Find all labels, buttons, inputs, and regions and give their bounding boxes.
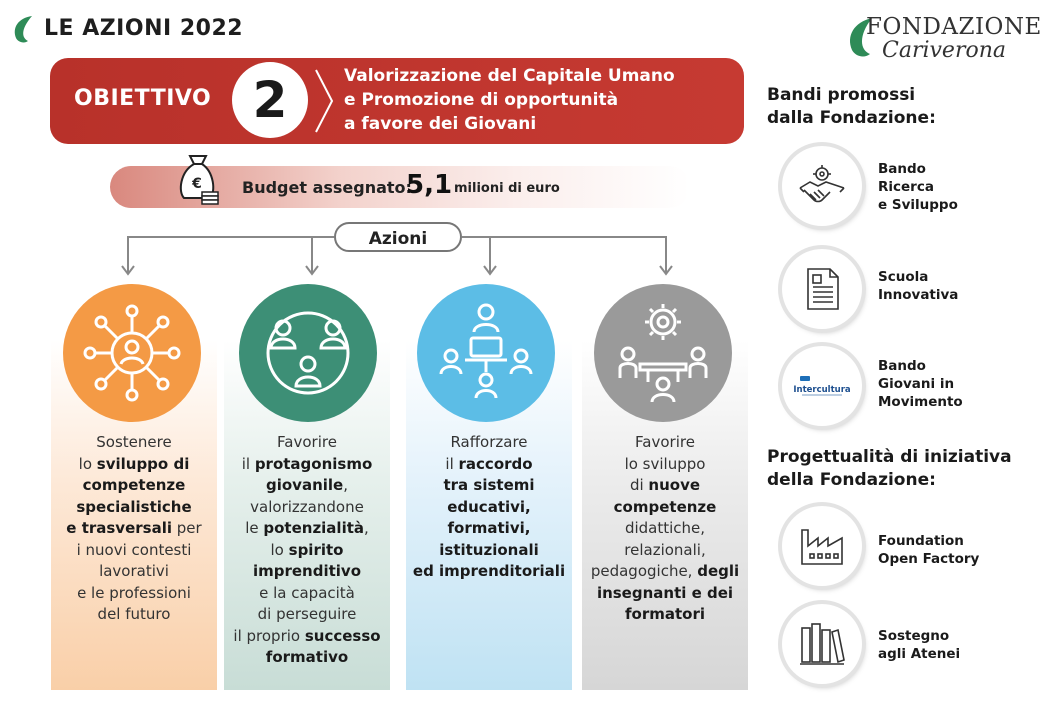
action-text-bold: specialistiche <box>76 497 192 516</box>
action-text-plain: lo <box>78 454 97 473</box>
action-text-plain: i nuovi contesti <box>76 540 192 559</box>
item-label-line: Giovani in <box>878 376 955 392</box>
meeting-laptop-icon <box>431 298 541 408</box>
leaf-logo-icon <box>12 14 36 44</box>
action-text-bold: protagonismo <box>254 454 373 473</box>
action-text-line <box>51 540 217 562</box>
item-label-line: e Sviluppo <box>878 197 958 213</box>
action-text-bold: degli <box>697 562 740 580</box>
action-text-plain: Sostenere <box>96 433 172 451</box>
team-gear-icon <box>608 298 718 408</box>
action-text-line <box>51 604 217 626</box>
action-text-bold: raccordo <box>458 454 533 473</box>
budget-label: Budget assegnato: <box>242 178 412 197</box>
action-text-bold: nuove <box>648 476 701 494</box>
action-text-plain: il <box>241 454 255 473</box>
action-text-line <box>582 583 748 605</box>
action-text-plain: , <box>364 519 369 537</box>
action-text-plain: di <box>629 476 649 494</box>
action-text-line <box>224 540 390 562</box>
section-title-line: dalla Fondazione: <box>767 108 936 128</box>
action-text-bold: e trasversali <box>66 519 172 537</box>
item-label-youth <box>878 357 963 411</box>
action-text-bold: formativo <box>265 648 349 666</box>
action-text-plain: il proprio <box>233 626 305 645</box>
action-text-plain: lavorativi <box>99 562 169 580</box>
item-label-line: Bando <box>878 358 926 374</box>
item-label-factory <box>878 532 979 568</box>
factory-icon <box>796 520 848 572</box>
action-text-bold: istituzionali <box>439 540 539 559</box>
action-text-plain: e le professioni <box>77 583 191 602</box>
action-text-plain: valorizzandone <box>250 497 364 516</box>
action-text-bold: ed imprenditoriali <box>412 562 566 580</box>
action-text-plain: relazionali, <box>624 540 706 559</box>
action-text-plain: didattiche, <box>624 519 706 537</box>
objective-text-line: a favore dei Giovani <box>344 114 537 134</box>
action-text-bold: sviluppo di <box>96 454 190 473</box>
action-text-line <box>406 454 572 476</box>
action-text-plain: le <box>245 519 264 537</box>
svg-text:€: € <box>192 176 202 192</box>
objective-text <box>344 64 724 136</box>
action-text-bold: formativi, <box>447 519 531 537</box>
action-text-line <box>406 475 572 497</box>
action-text-plain: Favorire <box>277 433 337 451</box>
budget-value: 5,1 <box>406 170 453 200</box>
action-text-plain: pedagogiche, <box>590 562 698 580</box>
action-text-line <box>406 561 572 583</box>
action-text-bold: educativi, <box>447 497 531 516</box>
action-text-line <box>582 540 748 562</box>
item-label-research <box>878 160 958 214</box>
action-text-4 <box>582 432 748 626</box>
item-label-school <box>878 268 958 304</box>
action-text-plain: lo <box>270 540 289 559</box>
item-label-line: Innovativa <box>878 287 959 303</box>
action-text-line <box>224 475 390 497</box>
action-text-line <box>582 475 748 497</box>
action-text-line <box>582 497 748 519</box>
action-text-plain: lo sviluppo <box>624 454 706 473</box>
budget-unit: milioni di euro <box>454 181 560 196</box>
action-text-bold: successo <box>304 626 381 645</box>
page-title: LE AZIONI 2022 <box>44 16 244 41</box>
action-text-plain: Favorire <box>635 433 695 451</box>
action-text-line <box>224 604 390 626</box>
action-text-plain: Rafforzare <box>450 433 528 451</box>
section-title-calls <box>767 84 936 130</box>
action-text-2 <box>224 432 390 669</box>
books-icon <box>796 618 848 670</box>
section-title-line: della Fondazione: <box>767 470 936 490</box>
action-text-line <box>224 647 390 669</box>
action-text-line <box>406 432 572 454</box>
document-icon <box>796 263 848 315</box>
action-text-line <box>406 518 572 540</box>
item-label-line: agli Atenei <box>878 646 961 662</box>
action-text-line <box>224 626 390 648</box>
chevron-right-icon <box>312 66 336 136</box>
action-text-line <box>224 497 390 519</box>
objective-text-line: Valorizzazione del Capitale Umano <box>344 66 675 86</box>
objective-label: OBIETTIVO <box>74 86 212 111</box>
action-text-plain: e la capacità <box>259 583 355 602</box>
action-text-plain: per <box>172 519 202 537</box>
section-title-line: Progettualità di iniziativa <box>767 447 1012 467</box>
action-text-plain: del futuro <box>97 605 171 623</box>
item-label-line: Scuola <box>878 269 929 285</box>
item-label-universities <box>878 627 960 663</box>
action-text-bold: competenze <box>613 497 717 516</box>
action-text-line <box>582 518 748 540</box>
action-text-line <box>224 561 390 583</box>
action-text-bold: giovanile <box>265 476 344 494</box>
action-text-line <box>406 540 572 562</box>
action-text-line <box>51 518 217 540</box>
action-text-line <box>582 604 748 626</box>
action-text-1 <box>51 432 217 626</box>
action-text-bold: insegnanti e dei <box>596 583 734 602</box>
action-text-plain: di perseguire <box>257 605 357 623</box>
action-text-line <box>582 454 748 476</box>
intercultura-logo-text: Intercultura <box>793 385 851 395</box>
item-label-line: Ricerca <box>878 179 934 195</box>
action-text-line <box>51 475 217 497</box>
action-text-line <box>582 561 748 583</box>
action-text-line <box>51 561 217 583</box>
item-label-line: Sostegno <box>878 628 950 644</box>
action-text-line <box>51 454 217 476</box>
objective-text-line: e Promozione di opportunità <box>344 90 619 110</box>
action-text-3 <box>406 432 572 583</box>
action-text-line <box>51 583 217 605</box>
action-text-line <box>51 432 217 454</box>
actions-label: Azioni <box>334 222 462 252</box>
objective-number: 2 <box>252 71 288 129</box>
item-label-line: Bando <box>878 161 926 177</box>
action-text-line <box>406 497 572 519</box>
section-title-initiatives <box>767 446 1012 492</box>
action-text-plain: , <box>343 476 348 494</box>
action-text-line <box>224 454 390 476</box>
item-label-line: Movimento <box>878 394 963 410</box>
action-text-line <box>51 497 217 519</box>
action-text-bold: tra sistemi <box>443 476 535 494</box>
brand-subname: Cariverona <box>882 38 1006 63</box>
action-text-line <box>224 432 390 454</box>
action-text-plain: il <box>445 454 459 473</box>
group-people-icon <box>253 298 363 408</box>
action-text-bold: imprenditivo <box>252 562 362 580</box>
section-title-line: Bandi promossi <box>767 85 916 105</box>
action-text-line <box>224 583 390 605</box>
item-label-line: Open Factory <box>878 551 980 567</box>
brand-name: FONDAZIONE <box>866 14 1042 40</box>
action-text-bold: competenze <box>82 476 186 494</box>
intercultura-logo-icon <box>793 360 851 412</box>
action-text-bold: formatori <box>625 605 705 623</box>
item-label-line: Foundation <box>878 533 964 549</box>
action-text-bold: potenzialità <box>263 519 365 537</box>
handshake-gear-icon <box>796 160 848 212</box>
network-person-icon <box>77 298 187 408</box>
action-text-line <box>224 518 390 540</box>
money-bag-icon <box>176 152 220 208</box>
action-text-bold: spirito <box>288 540 344 559</box>
action-text-line <box>582 432 748 454</box>
